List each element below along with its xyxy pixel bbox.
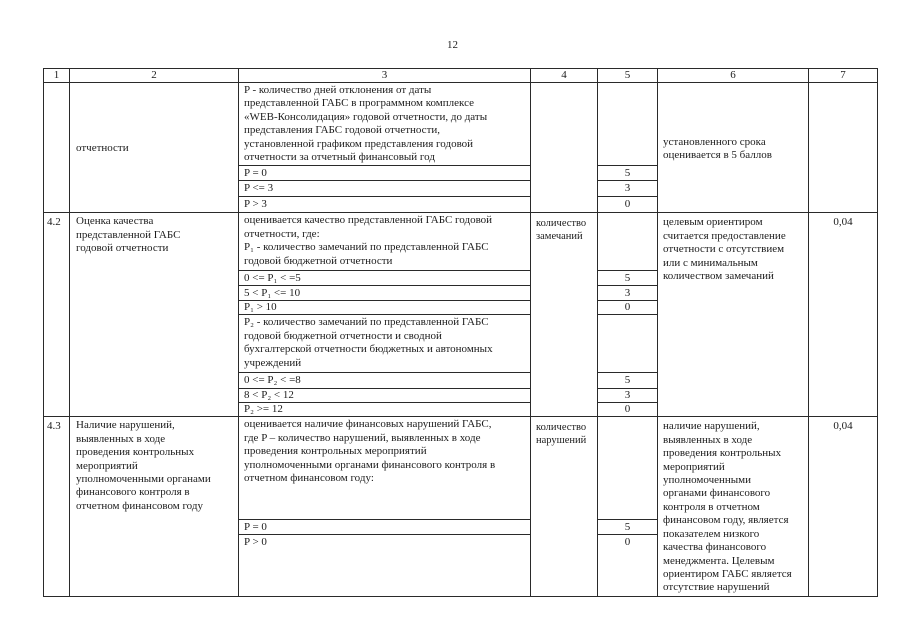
criterion-condition-cell: 0 <= P₂ < =8	[239, 373, 531, 389]
score-cell: 0	[598, 535, 658, 597]
column-header: 5	[598, 69, 658, 83]
indicator-name-cell: Наличие нарушений, выявленных в ходе проведения контрольных мероприятий уполномоченными органами финансового контроля в отчетном финансовом году	[70, 417, 239, 597]
indicator-name-cell: Оценка качества представленной ГАБС годовой отчетности	[70, 213, 239, 417]
page-number: 12	[447, 39, 458, 51]
score-cell	[598, 83, 658, 166]
header-row	[44, 69, 878, 83]
indicator-name-cell: отчетности	[70, 83, 239, 213]
score-cell: 3	[598, 389, 658, 403]
row-number-cell: 4.2	[44, 213, 70, 417]
column-header: 1	[44, 69, 70, 83]
unit-cell	[531, 83, 598, 213]
criterion-condition-cell: P₁ > 10	[239, 301, 531, 315]
score-cell: 0	[598, 197, 658, 213]
weight-cell	[809, 83, 878, 213]
row-number-cell	[44, 83, 70, 213]
target-cell: целевым ориентиром считается предоставление отчетности с отсутствием или с минимальным количеством замечаний	[658, 213, 809, 417]
score-cell	[598, 213, 658, 271]
table-header	[44, 69, 878, 83]
criterion-description-cell: оценивается качество представленной ГАБС годовой отчетности, где: P₁ - количество замечаний по представленной ГАБС годовой бюджетной отчетности	[239, 213, 531, 271]
table-body	[44, 83, 878, 597]
column-header: 3	[239, 69, 531, 83]
score-cell: 3	[598, 181, 658, 197]
criterion-condition-cell: 5 < P₁ <= 10	[239, 286, 531, 301]
score-cell	[598, 417, 658, 520]
indicators-table	[43, 68, 878, 597]
criterion-condition-cell: P > 3	[239, 197, 531, 213]
criterion-condition-cell: 8 < P₂ < 12	[239, 389, 531, 403]
weight-cell: 0,04	[809, 213, 878, 417]
score-cell	[598, 315, 658, 373]
criterion-condition-cell: P <= 3	[239, 181, 531, 197]
unit-cell: количество нарушений	[531, 417, 598, 597]
criterion-description-cell: P - количество дней отклонения от даты представленной ГАБС в программном комплексе «WEB-Консолидация» годовой отчетности, до даты представления ГАБС годовой отчетности, установленной графиком представления годовой отчетности за отчетный финансовый год	[239, 83, 531, 166]
score-cell: 5	[598, 520, 658, 535]
column-header: 7	[809, 69, 878, 83]
criterion-condition-cell: 0 <= P₁ < =5	[239, 271, 531, 286]
criterion-condition-cell: P > 0	[239, 535, 531, 597]
table-row	[44, 417, 878, 520]
unit-cell: количество замечаний	[531, 213, 598, 417]
column-header: 6	[658, 69, 809, 83]
target-cell: установленного срока оценивается в 5 баллов	[658, 83, 809, 213]
criterion-condition-cell: P = 0	[239, 520, 531, 535]
criterion-condition-cell: P₂ >= 12	[239, 403, 531, 417]
table-row	[44, 83, 878, 166]
score-cell: 3	[598, 286, 658, 301]
table-row	[44, 213, 878, 271]
score-cell: 5	[598, 166, 658, 181]
score-cell: 5	[598, 271, 658, 286]
score-cell: 5	[598, 373, 658, 389]
criterion-condition-cell: P = 0	[239, 166, 531, 181]
criterion-description-cell: оценивается наличие финансовых нарушений ГАБС, где P – количество нарушений, выявленных в ходе проведения контрольных мероприятий уполномоченными органами финансового контроля в отчетном финансовом году:	[239, 417, 531, 520]
column-header: 4	[531, 69, 598, 83]
weight-cell: 0,04	[809, 417, 878, 597]
target-cell: наличие нарушений, выявленных в ходе проведения контрольных мероприятий уполномоченными органами финансового контроля в отчетном финансовом году, является показателем низкого качества финансового менеджмента. Целевым ориентиром ГАБС является отсутствие нарушений	[658, 417, 809, 597]
criterion-description-cell: P₂ - количество замечаний по представленной ГАБС годовой бюджетной отчетности и сводной бухгалтерской отчетности бюджетных и автономных учреждений	[239, 315, 531, 373]
column-header: 2	[70, 69, 239, 83]
row-number-cell: 4.3	[44, 417, 70, 597]
score-cell: 0	[598, 403, 658, 417]
score-cell: 0	[598, 301, 658, 315]
